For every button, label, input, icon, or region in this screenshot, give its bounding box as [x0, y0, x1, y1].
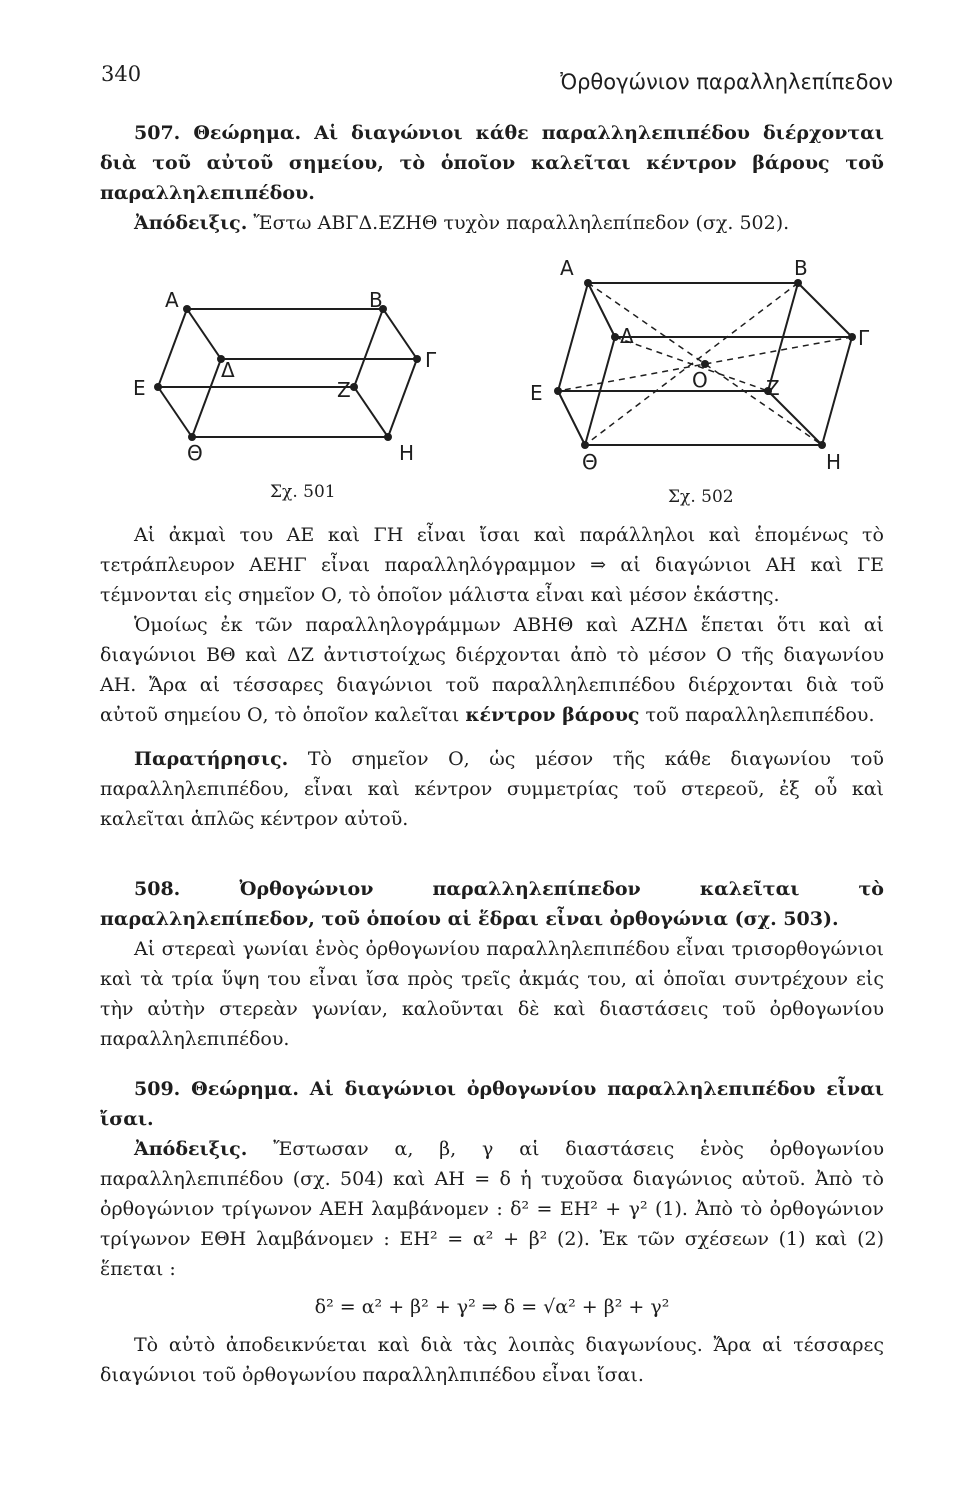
- proof-body-507: [100, 520, 884, 834]
- label-z: Ζ: [766, 376, 780, 400]
- remark: [100, 744, 884, 834]
- proof-509: [100, 1134, 884, 1284]
- label-g: Γ: [425, 348, 437, 372]
- label-b: Β: [369, 288, 383, 312]
- section-508-text: Αἱ στερεαὶ γωνίαι ἑνὸς ὀρθογωνίου παραλληλεπιπέδου εἶναι τρισορθογώνιοι καὶ τὰ τρία ὕψη του εἶναι ἴσα πρὸς τρεῖς ἀκμάς του, αἱ ὁποῖαι συντρέχουν εἰς τὴν αὐτὴν στερεὰν γωνίαν, καλοῦνται δὲ καὶ διαστάσεις τοῦ ὀρθογωνίου παραλληλεπιπέδου.: [100, 938, 884, 1050]
- section-number: 508.: [134, 878, 181, 900]
- label-o: Ο: [692, 368, 708, 392]
- proof-507: [100, 208, 884, 238]
- section-509: [100, 1074, 884, 1390]
- theorem-text: Θεώρημα. Αἱ διαγώνιοι κάθε παραλληλεπιπέδου διέρχονται διὰ τοῦ αὐτοῦ σημείου, τὸ ὁποῖον καλεῖται κέντρον βάρους τοῦ παραλληλεπιπέδου.: [100, 122, 884, 204]
- label-d: Δ: [221, 358, 235, 382]
- section-508: [100, 874, 884, 1054]
- edge-dth: [192, 359, 221, 437]
- remark-label: Παρατήρησις.: [134, 748, 289, 770]
- label-th: Θ: [187, 441, 203, 465]
- formula: δ² = α² + β² + γ² ⇒ δ = √α² + β² + γ²: [314, 1296, 670, 1318]
- edge-ae: [158, 309, 187, 387]
- section-number: 507.: [134, 122, 181, 144]
- label-a: Α: [560, 256, 574, 280]
- theorem-509: [100, 1074, 884, 1134]
- running-title: Ὀρθογώνιον παραλληλεπίπεδον: [560, 70, 893, 94]
- center-of-mass-term: κέντρον βάρους: [465, 704, 640, 726]
- top-face: [187, 309, 417, 359]
- paragraph-2: [100, 610, 884, 730]
- label-h: Η: [399, 441, 415, 465]
- proof-text: Ἔστωσαν α, β, γ αἱ διαστάσεις ἑνὸς ὀρθογωνίου παραλληλεπιπέδου (σχ. 504) καὶ ΑΗ = δ ἡ τυχοῦσα διαγώνιος αὐτοῦ. Ἀπὸ τὸ ὀρθογώνιον τρίγωνον ΑΕΗ λαμβάνομεν : δ² = ΕΗ² + γ² (1). Ἀπὸ τὸ ὀρθογώνιον τρίγωνον ΕΘΗ λαμβάνομεν : ΕΗ² = α² + β² (2). Ἐκ τῶν σχέσεων (1) καὶ (2) ἕπεται :: [100, 1138, 885, 1280]
- edge-bz: [354, 309, 383, 387]
- label-b: Β: [794, 256, 808, 280]
- label-e: Ε: [133, 376, 146, 400]
- page-number: 340: [101, 62, 142, 86]
- edge-eth: [158, 387, 192, 437]
- label-h: Η: [826, 450, 842, 474]
- label-g: Γ: [858, 326, 870, 350]
- paragraph-1: Αἱ ἀκμαὶ του ΑΕ καὶ ΓΗ εἶναι ἴσαι καὶ παράλληλοι καὶ ἑπομένως τὸ τετράπλευρον ΑΕΗΓ εἶναι παραλληλόγραμμον ⇒ αἱ διαγώνιοι ΑΗ καὶ ΓΕ τέμνονται εἰς σημεῖον Ο, τὸ ὁποῖον μάλιστα εἶναι καὶ μέσον ἑκάστης.: [100, 524, 884, 606]
- label-d: Δ: [620, 324, 634, 348]
- label-a: Α: [165, 288, 179, 312]
- caption-502: Σχ. 502: [668, 487, 734, 507]
- edge-gh: [388, 359, 417, 437]
- conclusion: Τὸ αὐτὸ ἀποδεικνύεται καὶ διὰ τὰς λοιπὰς διαγωνίους. Ἄρα αἱ τέσσαρες διαγώνιοι τοῦ ὀρθογωνίου παραλληλπιπέδου εἶναι ἴσαι.: [100, 1334, 884, 1386]
- definition-text: Ὀρθογώνιον παραλληλεπίπεδον καλεῖται τὸ παραλληλεπίπεδον, τοῦ ὁποίου αἱ ἕδραι εἶναι ὀρθογώνια (σχ. 503).: [100, 878, 884, 930]
- label-e: Ε: [530, 381, 543, 405]
- figure-501: [125, 285, 455, 470]
- section-number: 509.: [134, 1078, 181, 1100]
- theorem-507: [100, 118, 884, 208]
- label-th: Θ: [582, 450, 598, 474]
- proof-text: Ἔστω ΑΒΓΔ.ΕΖΗΘ τυχὸν παραλληλεπίπεδον (σχ. 502).: [253, 212, 790, 234]
- proof-label: Ἀπόδειξις.: [134, 212, 248, 234]
- label-z: Ζ: [337, 378, 351, 402]
- proof-label: Ἀπόδειξις.: [134, 1138, 248, 1160]
- caption-501: Σχ. 501: [270, 482, 336, 502]
- theorem-text: Θεώρημα. Αἱ διαγώνιοι ὀρθογωνίου παραλληλεπιπέδου εἶναι ἴσαι.: [100, 1078, 885, 1130]
- definition-508: [100, 874, 884, 934]
- remark-text: Τὸ σημεῖον Ο, ὡς μέσον τῆς κάθε διαγωνίου τοῦ παραλληλεπιπέδου, εἶναι καὶ κέντρον συμμετρίας τοῦ στερεοῦ, ἐξ οὗ καὶ καλεῖται ἁπλῶς κέντρον αὐτοῦ.: [100, 748, 884, 830]
- paragraph-2-text: Ὁμοίως ἐκ τῶν παραλληλογράμμων ΑΒΗΘ καὶ ΑΖΗΔ ἕπεται ὅτι καὶ αἱ διαγώνιοι ΒΘ καὶ ΔΖ ἀντιστοίχως διέρχονται ἀπὸ τὸ μέσον Ο τῆς διαγωνίου ΑΗ. Ἄρα αἱ τέσσαρες διαγώνιοι τοῦ παραλληλεπιπέδου διέρχονται διὰ τοῦ αὐτοῦ σημείου Ο, τὸ ὁποῖον καλεῖται: [100, 614, 884, 726]
- edge-zh: [354, 387, 388, 437]
- paragraph-2-end: τοῦ παραλληλεπιπέδου.: [645, 704, 875, 726]
- section-507: [100, 118, 884, 238]
- figure-502: [520, 255, 880, 480]
